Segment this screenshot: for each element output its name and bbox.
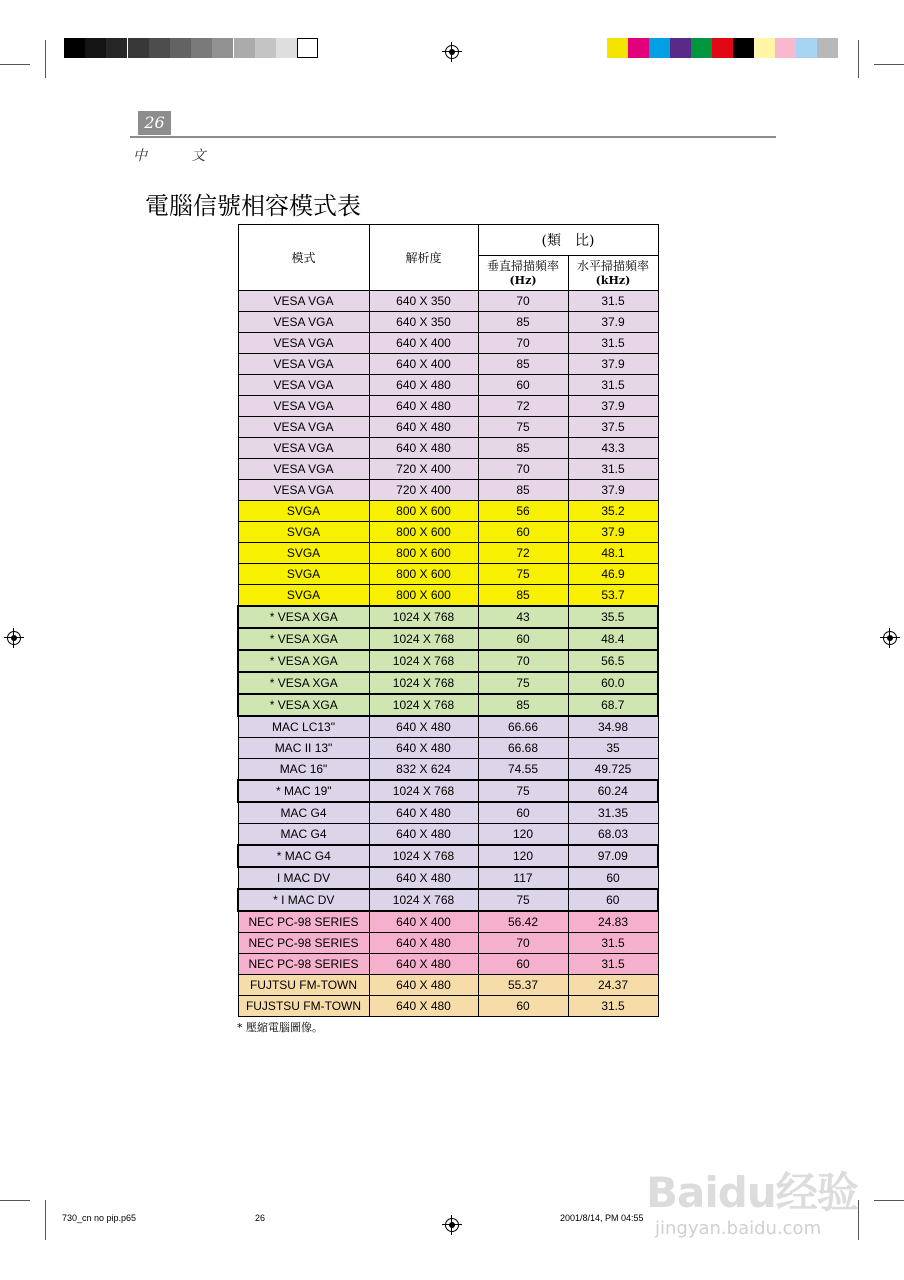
- registration-mark-icon: [442, 42, 462, 62]
- cell-vertical-frequency: 70: [478, 333, 568, 354]
- cell-mode: SVGA: [238, 543, 369, 564]
- cell-vertical-frequency: 74.55: [478, 759, 568, 781]
- color-swatch: [628, 38, 649, 58]
- cell-horizontal-frequency: 49.725: [568, 759, 658, 781]
- cell-horizontal-frequency: 31.5: [568, 933, 658, 954]
- cell-resolution: 800 X 600: [369, 522, 478, 543]
- cell-horizontal-frequency: 35.5: [568, 606, 658, 628]
- cell-resolution: 1024 X 768: [369, 628, 478, 650]
- cell-resolution: 800 X 600: [369, 585, 478, 607]
- table-row: [238, 543, 658, 564]
- cell-horizontal-frequency: 31.5: [568, 954, 658, 975]
- cell-horizontal-frequency: 31.5: [568, 333, 658, 354]
- cell-vertical-frequency: 75: [478, 564, 568, 585]
- cell-mode: VESA VGA: [238, 375, 369, 396]
- cell-horizontal-frequency: 37.9: [568, 354, 658, 375]
- table-row: [238, 396, 658, 417]
- table-row: [238, 312, 658, 333]
- cell-horizontal-frequency: 24.37: [568, 975, 658, 996]
- cell-horizontal-frequency: 31.5: [568, 459, 658, 480]
- cell-horizontal-frequency: 31.5: [568, 291, 658, 312]
- cell-mode: * I MAC DV: [238, 889, 369, 911]
- cell-resolution: 640 X 480: [369, 716, 478, 738]
- cell-vertical-frequency: 70: [478, 291, 568, 312]
- cell-resolution: 800 X 600: [369, 564, 478, 585]
- crop-mark: [858, 40, 859, 78]
- cell-horizontal-frequency: 24.83: [568, 911, 658, 933]
- table-row: [238, 438, 658, 459]
- cell-mode: NEC PC-98 SERIES: [238, 954, 369, 975]
- cell-horizontal-frequency: 43.3: [568, 438, 658, 459]
- cell-mode: SVGA: [238, 501, 369, 522]
- baidu-watermark-logo: Baidu经验: [646, 1168, 858, 1217]
- cell-resolution: 640 X 480: [369, 396, 478, 417]
- column-header-horizontal-frequency: [568, 256, 658, 291]
- cell-horizontal-frequency: 68.03: [568, 824, 658, 846]
- cell-mode: * VESA XGA: [238, 606, 369, 628]
- cell-mode: VESA VGA: [238, 459, 369, 480]
- crop-mark: [874, 1200, 904, 1201]
- cell-resolution: 1024 X 768: [369, 694, 478, 716]
- table-body: [238, 291, 658, 1017]
- table-row: [238, 845, 658, 867]
- cell-vertical-frequency: 60: [478, 954, 568, 975]
- cell-mode: VESA VGA: [238, 291, 369, 312]
- cell-horizontal-frequency: 48.4: [568, 628, 658, 650]
- cell-mode: MAC 16": [238, 759, 369, 781]
- cell-resolution: 800 X 600: [369, 543, 478, 564]
- gray-swatch: [106, 38, 127, 58]
- cell-vertical-frequency: 85: [478, 480, 568, 501]
- cell-vertical-frequency: 72: [478, 396, 568, 417]
- table-row: [238, 802, 658, 824]
- cell-vertical-frequency: 75: [478, 780, 568, 802]
- cell-horizontal-frequency: 35: [568, 738, 658, 759]
- cell-vertical-frequency: 85: [478, 585, 568, 607]
- cell-mode: MAC II 13": [238, 738, 369, 759]
- cell-resolution: 800 X 600: [369, 501, 478, 522]
- table-row: [238, 975, 658, 996]
- cell-horizontal-frequency: 60.24: [568, 780, 658, 802]
- footer-timestamp: 2001/8/14, PM 04:55: [560, 1213, 644, 1223]
- table-row: [238, 522, 658, 543]
- cell-resolution: 640 X 400: [369, 354, 478, 375]
- cell-vertical-frequency: 120: [478, 845, 568, 867]
- cell-mode: VESA VGA: [238, 396, 369, 417]
- cell-mode: * MAC 19": [238, 780, 369, 802]
- cell-resolution: 640 X 480: [369, 996, 478, 1017]
- table-row: [238, 291, 658, 312]
- page-number-badge: 26: [138, 111, 171, 135]
- table-row: [238, 824, 658, 846]
- gray-swatch: [191, 38, 212, 58]
- cell-mode: VESA VGA: [238, 438, 369, 459]
- cell-horizontal-frequency: 68.7: [568, 694, 658, 716]
- crop-mark: [45, 1200, 46, 1240]
- signal-compatibility-table: [237, 224, 659, 1017]
- cell-horizontal-frequency: 31.5: [568, 375, 658, 396]
- table-row: [238, 889, 658, 911]
- table-row: [238, 933, 658, 954]
- cell-mode: VESA VGA: [238, 480, 369, 501]
- horizontal-frequency-label: 水平掃描頻率: [576, 258, 649, 273]
- cell-resolution: 1024 X 768: [369, 650, 478, 672]
- cell-resolution: 1024 X 768: [369, 780, 478, 802]
- cell-resolution: 640 X 480: [369, 375, 478, 396]
- horizontal-frequency-unit: (kHz): [595, 273, 631, 287]
- gray-swatch: [276, 38, 297, 58]
- cell-mode: * VESA XGA: [238, 672, 369, 694]
- table-row: [238, 716, 658, 738]
- cell-resolution: 720 X 400: [369, 480, 478, 501]
- cell-horizontal-frequency: 48.1: [568, 543, 658, 564]
- cell-horizontal-frequency: 46.9: [568, 564, 658, 585]
- table-row: [238, 459, 658, 480]
- cell-resolution: 640 X 480: [369, 438, 478, 459]
- gray-swatch: [128, 38, 149, 58]
- cell-horizontal-frequency: 53.7: [568, 585, 658, 607]
- gray-swatch: [64, 38, 85, 58]
- cell-vertical-frequency: 70: [478, 650, 568, 672]
- color-swatch: [691, 38, 712, 58]
- color-swatch: [712, 38, 733, 58]
- cell-resolution: 1024 X 768: [369, 606, 478, 628]
- language-label: 中 文: [133, 148, 226, 164]
- cell-horizontal-frequency: 37.5: [568, 417, 658, 438]
- cell-horizontal-frequency: 37.9: [568, 522, 658, 543]
- cell-resolution: 640 X 480: [369, 824, 478, 846]
- table-row: [238, 564, 658, 585]
- cell-resolution: 1024 X 768: [369, 672, 478, 694]
- cell-mode: SVGA: [238, 564, 369, 585]
- cell-vertical-frequency: 60: [478, 375, 568, 396]
- cell-vertical-frequency: 60: [478, 996, 568, 1017]
- cell-mode: MAC LC13": [238, 716, 369, 738]
- crop-mark: [0, 1200, 30, 1201]
- cell-mode: VESA VGA: [238, 312, 369, 333]
- cell-mode: FUJSTSU FM-TOWN: [238, 996, 369, 1017]
- color-swatch: [796, 38, 817, 58]
- cell-resolution: 640 X 480: [369, 954, 478, 975]
- cell-resolution: 640 X 480: [369, 933, 478, 954]
- cell-vertical-frequency: 70: [478, 459, 568, 480]
- crop-mark: [45, 40, 46, 78]
- cell-vertical-frequency: 55.37: [478, 975, 568, 996]
- cell-vertical-frequency: 85: [478, 354, 568, 375]
- page-title: 電腦信號相容模式表: [145, 192, 361, 220]
- gray-swatch: [255, 38, 276, 58]
- crop-mark: [0, 64, 30, 65]
- table-row: [238, 333, 658, 354]
- cell-mode: SVGA: [238, 522, 369, 543]
- gray-swatch: [212, 38, 233, 58]
- color-swatch: [817, 38, 838, 58]
- gray-swatch: [234, 38, 255, 58]
- cell-vertical-frequency: 75: [478, 672, 568, 694]
- cell-mode: * VESA XGA: [238, 694, 369, 716]
- cell-horizontal-frequency: 37.9: [568, 312, 658, 333]
- cell-horizontal-frequency: 56.5: [568, 650, 658, 672]
- cell-resolution: 720 X 400: [369, 459, 478, 480]
- cell-mode: VESA VGA: [238, 354, 369, 375]
- cell-mode: SVGA: [238, 585, 369, 607]
- cell-vertical-frequency: 75: [478, 889, 568, 911]
- vertical-frequency-unit: (Hz): [509, 273, 537, 287]
- table-row: [238, 954, 658, 975]
- cell-vertical-frequency: 56.42: [478, 911, 568, 933]
- cell-vertical-frequency: 72: [478, 543, 568, 564]
- color-swatch: [649, 38, 670, 58]
- cell-resolution: 640 X 350: [369, 312, 478, 333]
- cell-resolution: 640 X 480: [369, 975, 478, 996]
- cell-vertical-frequency: 66.68: [478, 738, 568, 759]
- cell-resolution: 640 X 400: [369, 911, 478, 933]
- cell-horizontal-frequency: 60.0: [568, 672, 658, 694]
- cell-resolution: 832 X 624: [369, 759, 478, 781]
- cell-mode: * VESA XGA: [238, 650, 369, 672]
- table-row: [238, 628, 658, 650]
- cell-resolution: 640 X 480: [369, 802, 478, 824]
- cell-horizontal-frequency: 37.9: [568, 480, 658, 501]
- cell-horizontal-frequency: 34.98: [568, 716, 658, 738]
- gray-swatch: [149, 38, 170, 58]
- color-swatch: [775, 38, 796, 58]
- cell-mode: MAC G4: [238, 824, 369, 846]
- cell-vertical-frequency: 43: [478, 606, 568, 628]
- cell-vertical-frequency: 70: [478, 933, 568, 954]
- cell-resolution: 640 X 350: [369, 291, 478, 312]
- cell-vertical-frequency: 120: [478, 824, 568, 846]
- cell-vertical-frequency: 60: [478, 522, 568, 543]
- cell-vertical-frequency: 56: [478, 501, 568, 522]
- table-row: [238, 650, 658, 672]
- cell-vertical-frequency: 60: [478, 802, 568, 824]
- table-row: [238, 585, 658, 607]
- color-swatch: [607, 38, 628, 58]
- vertical-frequency-label: 垂直掃描頻率: [486, 258, 559, 273]
- cell-mode: FUJTSU FM-TOWN: [238, 975, 369, 996]
- cell-horizontal-frequency: 60: [568, 867, 658, 889]
- cell-mode: VESA VGA: [238, 417, 369, 438]
- footer-page-number: 26: [255, 1213, 266, 1223]
- cell-mode: NEC PC-98 SERIES: [238, 933, 369, 954]
- table-row: [238, 375, 658, 396]
- table-row: [238, 606, 658, 628]
- registration-mark-icon: [4, 628, 24, 648]
- crop-mark: [858, 1200, 859, 1240]
- column-header-mode: 模式: [238, 225, 369, 291]
- gray-swatch: [85, 38, 106, 58]
- cell-vertical-frequency: 85: [478, 694, 568, 716]
- table-row: [238, 738, 658, 759]
- cell-mode: MAC G4: [238, 802, 369, 824]
- table-row: [238, 672, 658, 694]
- cell-resolution: 640 X 480: [369, 738, 478, 759]
- registration-mark-icon: [442, 1215, 462, 1235]
- cell-mode: NEC PC-98 SERIES: [238, 911, 369, 933]
- cell-mode: VESA VGA: [238, 333, 369, 354]
- cell-resolution: 1024 X 768: [369, 889, 478, 911]
- column-header-analog: (類 比): [478, 225, 658, 256]
- cell-mode: * MAC G4: [238, 845, 369, 867]
- cell-resolution: 640 X 400: [369, 333, 478, 354]
- footnote: * 壓縮電腦圖像。: [237, 1021, 323, 1034]
- cell-vertical-frequency: 60: [478, 628, 568, 650]
- cell-horizontal-frequency: 97.09: [568, 845, 658, 867]
- table-row: [238, 996, 658, 1017]
- cell-horizontal-frequency: 37.9: [568, 396, 658, 417]
- baidu-watermark-url: jingyan.baidu.com: [655, 1218, 822, 1239]
- cell-mode: * VESA XGA: [238, 628, 369, 650]
- cell-horizontal-frequency: 60: [568, 889, 658, 911]
- header-divider: [130, 136, 776, 138]
- column-header-vertical-frequency: [478, 256, 568, 291]
- table-row: [238, 780, 658, 802]
- cell-resolution: 640 X 480: [369, 867, 478, 889]
- color-swatch: [754, 38, 775, 58]
- cell-resolution: 1024 X 768: [369, 845, 478, 867]
- cell-vertical-frequency: 85: [478, 438, 568, 459]
- cell-mode: I MAC DV: [238, 867, 369, 889]
- table-row: [238, 694, 658, 716]
- cell-vertical-frequency: 117: [478, 867, 568, 889]
- table-row: [238, 417, 658, 438]
- table-row: [238, 867, 658, 889]
- cell-vertical-frequency: 75: [478, 417, 568, 438]
- table-row: [238, 759, 658, 781]
- gray-swatch: [170, 38, 191, 58]
- table-row: [238, 480, 658, 501]
- color-swatch: [670, 38, 691, 58]
- table-row: [238, 501, 658, 522]
- table-row: [238, 354, 658, 375]
- cell-resolution: 640 X 480: [369, 417, 478, 438]
- gray-swatch: [297, 38, 318, 58]
- cell-horizontal-frequency: 31.35: [568, 802, 658, 824]
- crop-mark: [874, 64, 904, 65]
- cell-vertical-frequency: 66.66: [478, 716, 568, 738]
- column-header-resolution: 解析度: [369, 225, 478, 291]
- cell-vertical-frequency: 85: [478, 312, 568, 333]
- cell-horizontal-frequency: 31.5: [568, 996, 658, 1017]
- footer-filename: 730_cn no pip.p65: [62, 1213, 137, 1223]
- table-row: [238, 911, 658, 933]
- registration-mark-icon: [880, 628, 900, 648]
- color-swatch: [733, 38, 754, 58]
- cell-horizontal-frequency: 35.2: [568, 501, 658, 522]
